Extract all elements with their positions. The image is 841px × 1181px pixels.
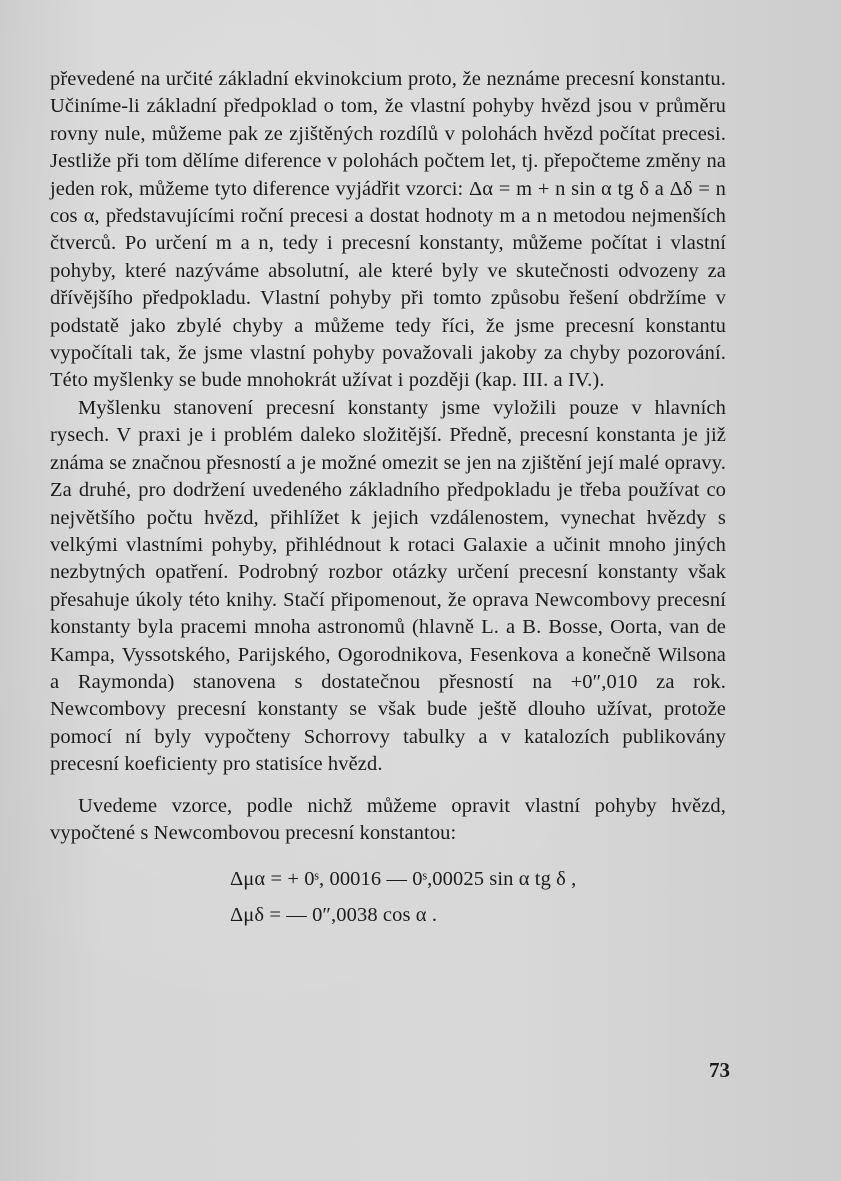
paragraph-precession-constant: Myšlenku stanovení precesní konstanty jsme vyložili pouze v hlavních rysech. V praxi je i problém daleko složitější. Předně, precesní konstanta je již známa se značnou přesností a je možné omezit se jen na zjištění její malé opravy. Za druhé, pro dodržení uvedeného základního předpokladu je třeba používat co největšího počtu hvězd, přihlížet k jejich vzdálenostem, vynechat hvězdy s velkými vlastními pohyby, přihlédnout k rotaci Galaxie a učinit mnoho jiných nezbytných opatření. Podrobný rozbor otázky určení precesní konstanty však přesahuje úkoly této knihy. Stačí připomenout, že oprava Newcombovy precesní konstanty byla pracemi mnoha astronomů (hlavně L. a B. Bosse, Oorta, van de Kampa, Vyssotského, Parijského, Ogorodnikova, Fesenkova a konečně Wilsona a Raymonda) stanovena s dostatečnou přesností na +0″,010 za rok. Newcombovy precesní konstanty se však bude ještě dlouho užívat, protože pomocí ní byly vypočteny Schorrovy tabulky a v katalozích publikovány precesní koeficienty pro statisíce hvězd. xyxy=(50,396,726,776)
formula-mu-alpha: Δμα = + 0ˢ, 00016 — 0ˢ,00025 sin α tg δ , xyxy=(230,868,577,891)
paragraph-continuation: převedené na určité základní ekvinokcium proto, že neznáme precesní konstantu. Učiníme-li základní předpoklad o tom, že vlastní pohyby hvězd jsou v průměru rovny nule, můžeme pak ze zjištěných rozdílů v polohách hvězd počítat precesi. Jestliže při tom dělíme diference v polohách počtem let, tj. přepočteme změny na jeden rok, můžeme tyto diference vyjádřit vzorci: Δα = m + n sin α tg δ a Δδ = n cos α, představujícími roční precesi a dostat hodnoty m a n metodou nejmenších čtverců. Po určení m a n, tedy i precesní konstanty, můžeme počítat i vlastní pohyby, které nazýváme absolutní, ale které byly ve skutečnosti odvozeny za dřívějšího předpokladu. Vlastní pohyby při tomto způsobu řešení obdržíme v podstatě jako zbylé chyby a můžeme tedy říci, že jsme precesní konstantu vypočítali tak, že jsme vlastní pohyby považovali jakoby za chyby pozorování. Této myšlenky se bude mnohokrát užívat i později (kap. III. a IV.). xyxy=(50,68,726,392)
body-text xyxy=(50,66,726,933)
formula-mu-delta: Δμδ = — 0″,0038 cos α . xyxy=(230,904,438,927)
page-number: 73 xyxy=(709,1058,730,1082)
formula-block xyxy=(50,861,726,933)
paragraph-formula-intro: Uvedeme vzorce, podle nichž můžeme opravit vlastní pohyby hvězd, vypočtené s Newcombovou precesní konstantou: xyxy=(50,794,726,844)
